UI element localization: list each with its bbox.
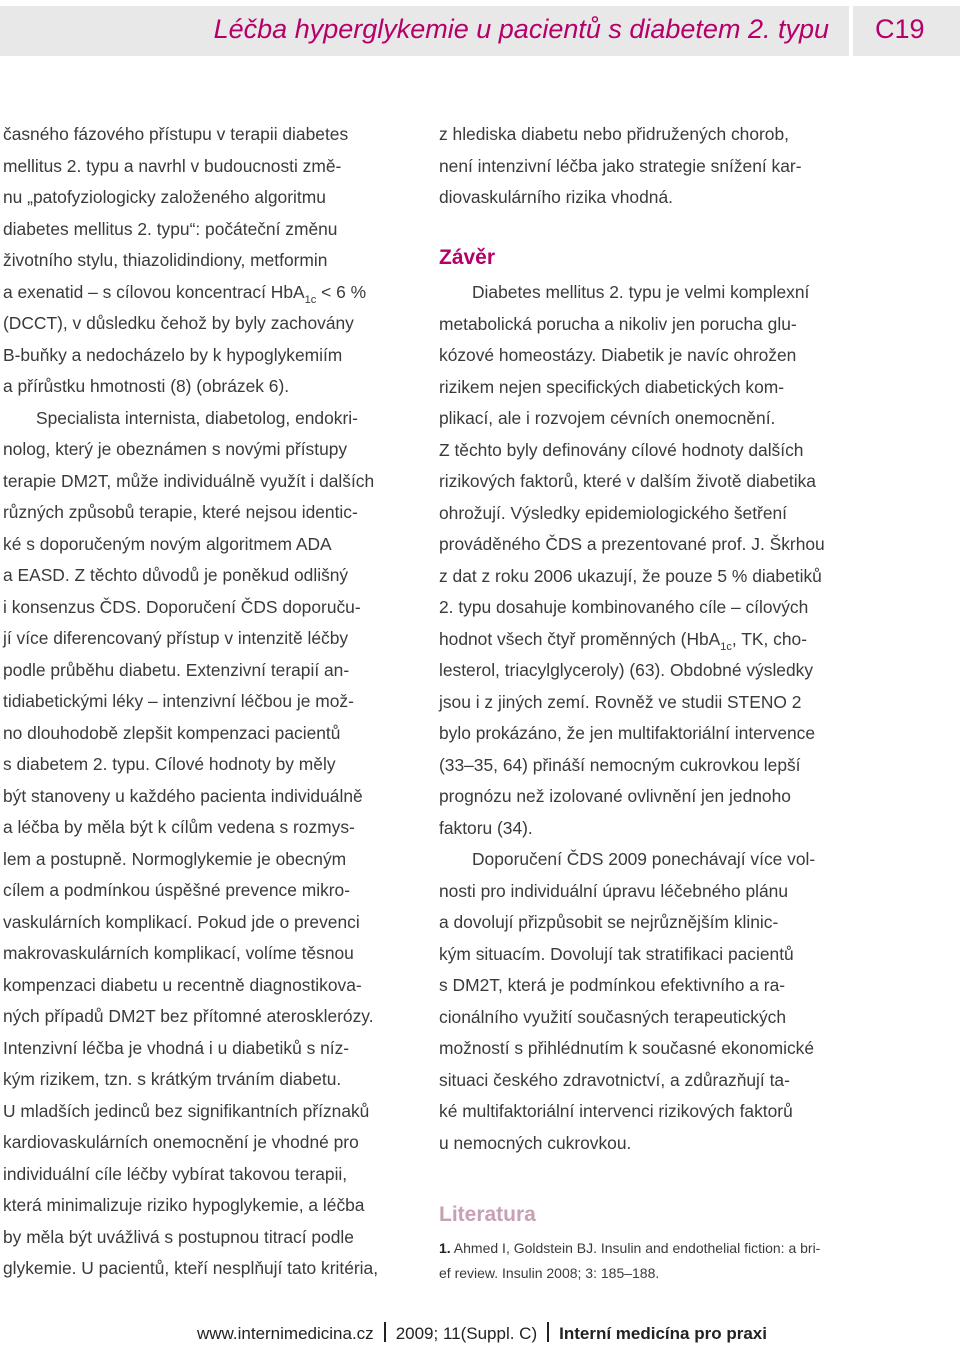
text-line: nosti pro individuální úpravu léčebného plánu: [439, 880, 789, 901]
right-column-zaver: [439, 277, 849, 1159]
text-line: Doporučení ČDS 2009 ponechávají více vol-: [472, 849, 816, 869]
page-footer: [197, 1322, 767, 1344]
text-line: metabolická porucha a nikoliv jen porucha glu-: [439, 313, 797, 334]
text-line: možností s přihlédnutím k současné ekonomické: [439, 1038, 815, 1058]
chapter-badge: [853, 6, 960, 56]
text-line: s DM2T, která je podmínkou efektivního a ra-: [439, 975, 786, 995]
footer-divider: [384, 1322, 386, 1342]
text-line: z dat z roku 2006 ukazují, že pouze 5 % diabetiků: [439, 565, 822, 586]
text-line: makrovaskulárních komplikací, volíme těsnou: [3, 943, 354, 963]
text-line: faktoru (34).: [439, 817, 533, 838]
hba-line-after: < 6 %: [316, 281, 367, 302]
header-bar: [0, 6, 849, 56]
text-line: 2. typu dosahuje kombinovaného cíle – cílových: [439, 597, 809, 617]
hba-line-sub: 1c: [304, 293, 317, 306]
text-line: být stanoveny u každého pacienta individuálně: [3, 785, 363, 806]
text-line: kým rizikem, tzn. s krátkým trváním diabetu.: [3, 1069, 342, 1089]
text-line: cílem a podmínkou úspěšné prevence mikro-: [3, 880, 351, 900]
text-line: plikací, ale i rozvojem cévních onemocnění.: [439, 408, 776, 428]
text-line: a přírůstku hmotnosti (8) (obrázek 6).: [3, 376, 290, 396]
text-line: nolog, který je obeznámen s novými přístupy: [3, 439, 348, 459]
text-line: situaci českého zdravotnictví, a zdůrazňují ta-: [439, 1069, 790, 1090]
text-line: kózové homeostázy. Diabetik je navíc ohrožen: [439, 345, 797, 365]
text-line: glykemie. U pacientů, kteří nesplňují tato kritéria,: [3, 1258, 379, 1278]
section-heading-literatura: Literatura: [439, 1203, 536, 1226]
text-line: nu „patofyziologicky založeného algoritmu: [3, 187, 326, 207]
text-line: rizikových faktorů, které v dalším životě diabetika: [439, 471, 816, 491]
right-column-intro: [439, 119, 849, 214]
footer-divider: [547, 1322, 549, 1342]
footer-issue: 2009; 11(Suppl. C): [395, 1324, 538, 1343]
text-line: (DCCT), v důsledku čehož by byly zachovány: [3, 313, 354, 333]
text-line: bylo prokázáno, že jen multifaktoriální intervence: [439, 723, 816, 743]
reference-line: [439, 1236, 851, 1261]
reference-number: 1.: [439, 1240, 451, 1256]
text-line: a EASD. Z těchto důvodů je poněkud odlišný: [3, 565, 349, 585]
text-line: Specialista internista, diabetolog, endokri-: [36, 407, 358, 428]
hodnot-line: [439, 624, 849, 656]
hba-line-before: a exenatid – s cílovou koncentrací HbA: [3, 281, 305, 302]
text-line: Intenzivní léčba je vhodná i u diabetiků s níz-: [3, 1037, 350, 1058]
hba-line: [3, 277, 413, 309]
text-line: která minimalizuje riziko hypoglykemie, a léčba: [3, 1195, 365, 1215]
hodnot-line-sub: 1c: [720, 640, 732, 653]
text-line: lesterol, triacylglyceroly) (63). Obdobné výsledky: [439, 660, 814, 680]
text-line: není intenzivní léčba jako strategie snížení kar-: [439, 155, 802, 176]
text-line: individuální cíle léčby vybírat takovou terapii,: [3, 1163, 348, 1184]
reference-item: [439, 1236, 851, 1286]
text-line: diabetes mellitus 2. typu“: počáteční změnu: [3, 218, 338, 239]
text-line: ké s doporučeným novým algoritmem ADA: [3, 533, 332, 554]
text-line: kým situacím. Dovolují tak stratifikaci pacientů: [439, 943, 794, 964]
text-line: lem a postupně. Normoglykemie je obecným: [3, 848, 347, 869]
text-line: rizikem nejen specifických diabetických kom-: [439, 376, 785, 397]
text-line: Z těchto byly definovány cílové hodnoty dalších: [439, 439, 804, 460]
text-line: Diabetes mellitus 2. typu je velmi komplexní: [472, 282, 810, 302]
text-line: a léčba by měla být k cílům vedena s rozmys-: [3, 817, 355, 837]
text-line: podle průběhu diabetu. Extenzivní terapií an-: [3, 659, 350, 680]
text-line: terapie DM2T, může individuálně využít i dalších: [3, 470, 375, 491]
text-line: ných případů DM2T bez přítomné aterosklerózy.: [3, 1006, 374, 1026]
text-line: ké multifaktoriální intervenci rizikových faktorů: [439, 1101, 793, 1121]
text-line: časného fázového přístupu v terapii diabetes: [3, 124, 349, 144]
section-heading-zaver: Závěr: [439, 246, 496, 269]
text-line: a dovolují přizpůsobit se nejrůznějším klinic-: [439, 912, 779, 932]
reference-line: ef review. Insulin 2008; 3: 185–188.: [439, 1265, 660, 1281]
hodnot-line-after: , TK, cho-: [731, 628, 807, 649]
text-line: vaskulárních komplikací. Pokud jde o prevenci: [3, 911, 360, 932]
hodnot-line-before: hodnot všech čtyř proměnných (HbA: [439, 628, 721, 649]
text-line: různých způsobů terapie, které nejsou identic-: [3, 502, 358, 522]
text-line: u nemocných cukrovkou.: [439, 1132, 632, 1153]
reference-text: Ahmed I, Goldstein BJ. Insulin and endothelial fiction: a bri-: [450, 1240, 821, 1256]
text-line: cionálního využití současných terapeutických: [439, 1006, 787, 1027]
left-column: [3, 119, 413, 1285]
text-line: prováděného ČDS a prezentované prof. J. Škrhou: [439, 534, 825, 554]
text-line: prognózu než izolované ovlivnění jen jednoho: [439, 786, 791, 806]
text-line: mellitus 2. typu a navrhl v budoucnosti změ-: [3, 155, 342, 176]
text-line: (33–35, 64) přináší nemocným cukrovkou lepší: [439, 754, 801, 775]
text-line: jí více diferencovaný přístup v intenzitě léčby: [3, 628, 349, 648]
text-line: by měla být uvážlivá s postupnou titrací podle: [3, 1226, 354, 1247]
text-line: s diabetem 2. typu. Cílové hodnoty by měly: [3, 754, 336, 774]
chapter-badge-label: C19: [875, 14, 925, 44]
text-line: diovaskulárního rizika vhodná.: [439, 187, 673, 207]
footer-url[interactable]: www.internimedicina.cz: [197, 1324, 374, 1343]
page-title: Léčba hyperglykemie u pacientů s diabetem 2. typu: [213, 14, 829, 44]
text-line: ohrožují. Výsledky epidemiologického šetření: [439, 502, 787, 523]
text-line: U mladších jedinců bez signifikantních příznaků: [3, 1100, 370, 1121]
footer-journal: Interní medicína pro praxi: [559, 1324, 767, 1343]
text-line: z hlediska diabetu nebo přidružených chorob,: [439, 124, 789, 144]
text-line: B-buňky a nedocházelo by k hypoglykemiím: [3, 344, 343, 365]
text-line: kompenzaci diabetu u recentně diagnostikova-: [3, 974, 362, 995]
text-line: i konsenzus ČDS. Doporučení ČDS doporuču-: [3, 596, 361, 617]
text-line: jsou i z jiných zemí. Rovněž ve studii STENO 2: [439, 691, 802, 712]
text-line: tidiabetickými léky – intenzivní léčbou je mož-: [3, 691, 354, 711]
text-line: kardiovaskulárních onemocnění je vhodné pro: [3, 1132, 359, 1152]
text-line: životního stylu, thiazolidindiony, metformin: [3, 250, 328, 270]
text-line: no dlouhodobě zlepšit kompenzaci pacientů: [3, 722, 341, 743]
